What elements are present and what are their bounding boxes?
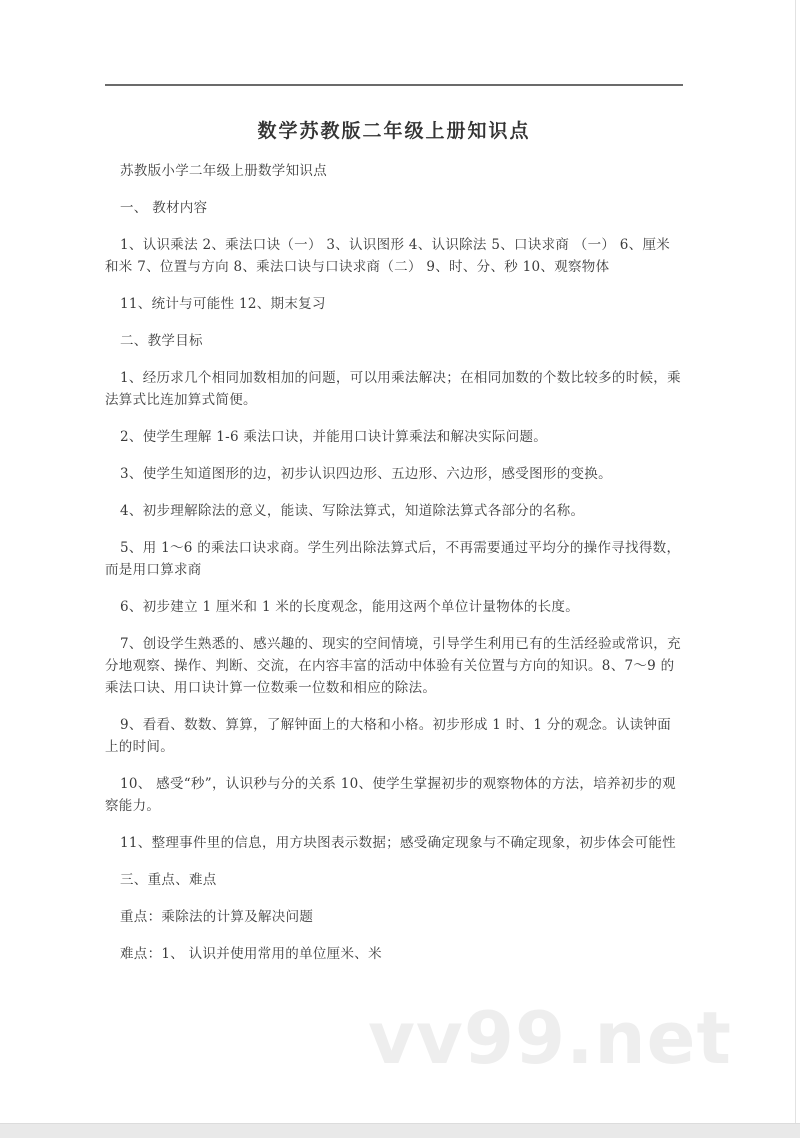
paragraph: 1、经历求几个相同加数相加的问题，可以用乘法解决；在相同加数的个数比较多的时候，乘法算式比连加算式简便。 [105,370,681,408]
document-subtitle: 苏教版小学二年级上册数学知识点 [120,163,327,179]
paragraph: 3、使学生知道图形的边，初步认识四边形、五边形、六边形，感受图形的变换。 [120,466,612,482]
header-rule [105,84,683,86]
paragraph: 2、使学生理解 1-6 乘法口诀，并能用口诀计算乘法和解决实际问题。 [120,429,548,445]
paragraph: 10、 感受“秒”，认识秒与分的关系 10、使学生掌握初步的观察物体的方法，培养初步的观察能力。 [105,776,676,814]
paragraph: 11、统计与可能性 12、期末复习 [120,296,326,312]
paragraph: 7、创设学生熟悉的、感兴趣的、现实的空间情境，引导学生利用已有的生活经验或常识，充分地观察、操作、判断、交流，在内容丰富的活动中体验有关位置与方向的知识。8、7～9 的乘法口诀、用口诀计算一位数乘一位数和相应的除法。 [105,636,681,696]
page-bottom-edge [0,1123,800,1138]
section-heading-2: 二、教学目标 [120,333,203,349]
paragraph: 5、用 1～6 的乘法口诀求商。学生列出除法算式后，不再需要通过平均分的操作寻找得数，而是用口算求商 [105,540,681,578]
document-body [105,160,683,980]
paragraph: 重点：乘除法的计算及解决问题 [120,909,314,925]
document-title: 数学苏教版二年级上册知识点 [257,120,531,142]
section-heading-1: 一、 教材内容 [120,200,208,216]
watermark: vv99.net [368,996,732,1080]
section-heading-3: 三、重点、难点 [120,872,217,888]
paragraph: 6、初步建立 1 厘米和 1 米的长度观念，能用这两个单位计量物体的长度。 [120,599,580,615]
paragraph: 1、认识乘法 2、乘法口诀（一） 3、认识图形 4、认识除法 5、口诀求商 （一） 6、厘米和米 7、位置与方向 8、乘法口诀与口诀求商（二） 9、时、分、秒 10、观察物体 [105,237,671,275]
paragraph: 4、初步理解除法的意义，能读、写除法算式，知道除法算式各部分的名称。 [120,503,585,519]
paragraph: 难点：1、 认识并使用常用的单位厘米、米 [120,946,382,962]
paragraph: 9、看看、数数、算算，了解钟面上的大格和小格。初步形成 1 时、1 分的观念。认读钟面上的时间。 [105,717,672,755]
paragraph: 11、整理事件里的信息，用方块图表示数据；感受确定现象与不确定现象，初步体会可能性 [120,835,676,851]
